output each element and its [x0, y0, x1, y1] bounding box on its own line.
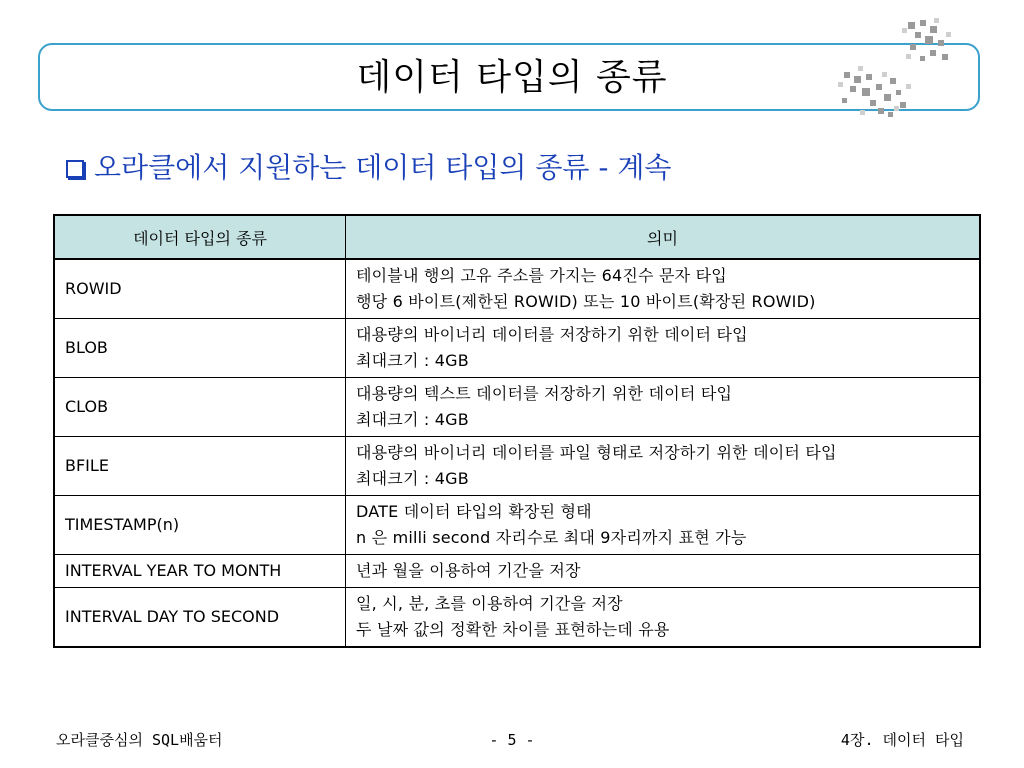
meaning-line: 최대크기 : 4GB: [356, 469, 469, 488]
type-cell: ROWID: [54, 259, 346, 319]
meaning-cell: [346, 496, 981, 555]
meaning-cell: [346, 378, 981, 437]
meaning-line: 년과 월을 이용하여 기간을 저장: [356, 561, 581, 580]
meaning-cell: [346, 588, 981, 648]
type-cell: INTERVAL DAY TO SECOND: [54, 588, 346, 648]
meaning-cell: [346, 555, 981, 588]
type-cell: BLOB: [54, 319, 346, 378]
table-row: [54, 259, 980, 319]
header-meaning: 의미: [346, 215, 981, 259]
type-cell: TIMESTAMP(n): [54, 496, 346, 555]
type-cell: CLOB: [54, 378, 346, 437]
meaning-line: n 은 milli second 자리수로 최대 9자리까지 표현 가능: [356, 528, 747, 547]
table-row: [54, 588, 980, 648]
header-type: 데이터 타입의 종류: [54, 215, 346, 259]
table-row: [54, 496, 980, 555]
checkbox-bullet-icon: [66, 160, 84, 178]
table-row: [54, 437, 980, 496]
meaning-cell: [346, 437, 981, 496]
meaning-line: 테이블내 행의 고유 주소를 가지는 64진수 문자 타입: [356, 266, 727, 285]
footer-book-title: 오라클중심의 SQL배움터: [56, 731, 223, 749]
section-heading-text: 오라클에서 지원하는 데이터 타입의 종류 - 계속: [94, 151, 672, 184]
table-row: [54, 378, 980, 437]
meaning-line: DATE 데이터 타입의 확장된 형태: [356, 502, 592, 521]
decorative-dots-graphic: [830, 14, 960, 124]
type-cell: BFILE: [54, 437, 346, 496]
meaning-line: 대용량의 바이너리 데이터를 파일 형태로 저장하기 위한 데이터 타입: [356, 443, 837, 462]
meaning-line: 행당 6 바이트(제한된 ROWID) 또는 10 바이트(확장된 ROWID): [356, 292, 816, 311]
footer-chapter: 4장. 데이터 타입: [840, 731, 964, 749]
page-title: 데이터 타입의 종류: [356, 57, 668, 98]
meaning-cell: [346, 259, 981, 319]
meaning-line: 두 날짜 값의 정확한 차이를 표현하는데 유용: [356, 620, 670, 639]
meaning-line: 최대크기 : 4GB: [356, 351, 469, 370]
meaning-line: 일, 시, 분, 초를 이용하여 기간을 저장: [356, 594, 623, 613]
table-header-row: [54, 215, 980, 259]
table-row: [54, 319, 980, 378]
type-cell: INTERVAL YEAR TO MONTH: [54, 555, 346, 588]
meaning-cell: [346, 319, 981, 378]
footer-page-number: - 5 -: [489, 731, 535, 749]
table-row: [54, 555, 980, 588]
meaning-line: 대용량의 텍스트 데이터를 저장하기 위한 데이터 타입: [356, 384, 733, 403]
section-heading: [66, 148, 671, 188]
meaning-line: 대용량의 바이너리 데이터를 저장하기 위한 데이터 타입: [356, 325, 748, 344]
data-type-table: [53, 214, 981, 648]
meaning-line: 최대크기 : 4GB: [356, 410, 469, 429]
